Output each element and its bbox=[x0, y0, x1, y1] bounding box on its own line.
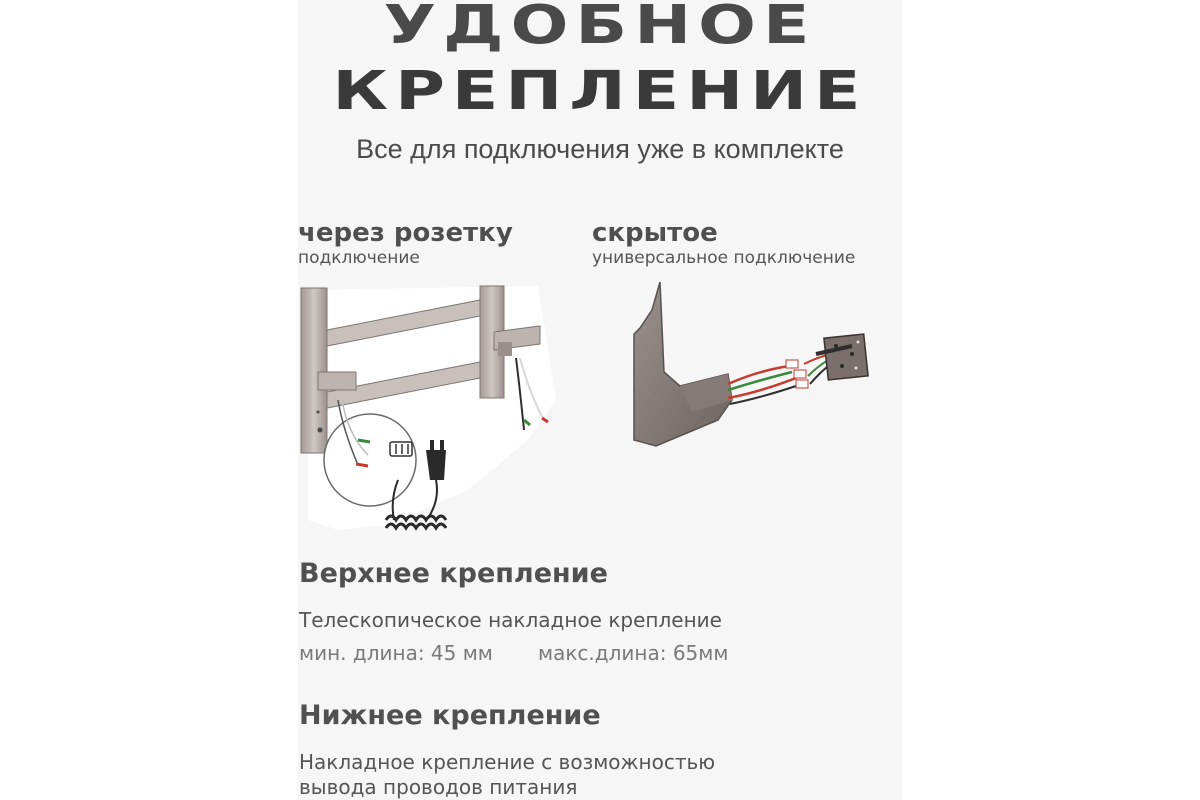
option-socket-subtitle: подключение bbox=[298, 248, 420, 268]
socket-connection-illustration-icon bbox=[298, 280, 558, 550]
lower-mount-description-line-2: вывода проводов питания bbox=[299, 775, 578, 799]
lower-mount-description-line-1: Накладное крепление с возможностью bbox=[299, 750, 716, 774]
upper-mount-description: Телескопическое накладное крепление bbox=[299, 608, 722, 632]
option-hidden-title: скрытое bbox=[592, 218, 718, 248]
headline-line-2: КРЕПЛЕНИЕ bbox=[332, 60, 868, 123]
option-socket-title: через розетку bbox=[298, 218, 513, 248]
lower-mount-title: Нижнее крепление bbox=[299, 700, 601, 731]
headline-line-1: УДОБНОЕ bbox=[383, 0, 817, 57]
upper-mount-title: Верхнее крепление bbox=[299, 558, 608, 589]
subtitle: Все для подключения уже в комплекте bbox=[356, 134, 844, 164]
hidden-connection-illustration-icon bbox=[620, 280, 880, 450]
upper-mount-max-length: макс.длина: 65мм bbox=[538, 641, 729, 665]
option-hidden-subtitle: универсальное подключение bbox=[592, 248, 856, 268]
upper-mount-min-length: мин. длина: 45 мм bbox=[299, 641, 493, 665]
